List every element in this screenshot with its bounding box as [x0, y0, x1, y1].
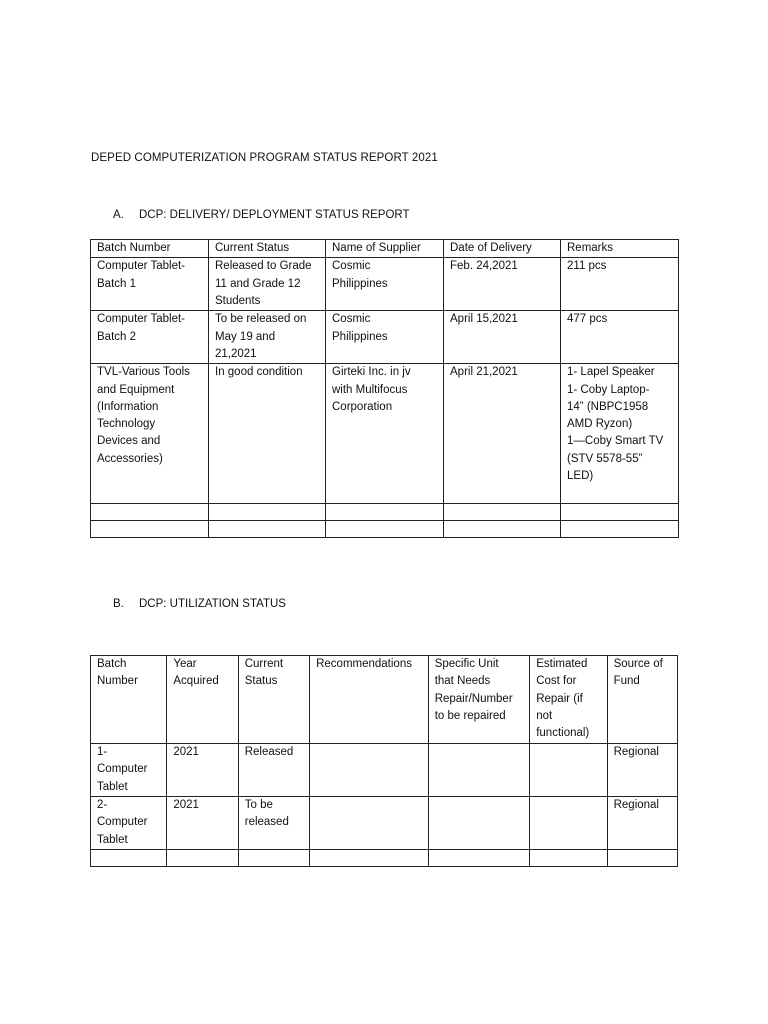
delivery-row	[91, 258, 679, 311]
cell-year: 2021	[167, 744, 238, 797]
cell-year: 2021	[167, 797, 238, 850]
cell-fund: Regional	[607, 744, 677, 797]
cell-fund: Regional	[607, 797, 677, 850]
cell-batch: Computer Tablet- Batch 1	[91, 258, 209, 311]
cell-date: Feb. 24,2021	[444, 258, 561, 311]
header-source-of-fund: Source of Fund	[607, 656, 677, 744]
utilization-header-row	[91, 656, 678, 744]
cell-remarks: 211 pcs	[561, 258, 679, 311]
header-date-of-delivery: Date of Delivery	[444, 240, 561, 258]
cell-remarks: 477 pcs	[561, 311, 679, 364]
delivery-status-table	[90, 239, 679, 538]
header-current-status: Current Status	[209, 240, 326, 258]
cell-supplier: Girteki Inc. in jv with Multifocus Corporation	[326, 364, 444, 504]
delivery-header-row	[91, 240, 679, 258]
cell-status: To be released	[238, 797, 309, 850]
cell-batch: TVL-Various Tools and Equipment (Information Technology Devices and Accessories)	[91, 364, 209, 504]
empty-cell	[310, 850, 429, 867]
empty-cell	[238, 850, 309, 867]
empty-cell	[326, 521, 444, 538]
cell-supplier: Cosmic Philippines	[326, 311, 444, 364]
section-a-title: DCP: DELIVERY/ DEPLOYMENT STATUS REPORT	[139, 209, 410, 221]
empty-cell	[561, 521, 679, 538]
cell-cost	[530, 797, 607, 850]
cell-status: To be released on May 19 and 21,2021	[209, 311, 326, 364]
utilization-row	[91, 797, 678, 850]
cell-batch: 2- Computer Tablet	[91, 797, 167, 850]
delivery-row	[91, 364, 679, 504]
cell-supplier: Cosmic Philippines	[326, 258, 444, 311]
empty-cell	[444, 504, 561, 521]
cell-remarks: 1- Lapel Speaker 1- Coby Laptop- 14” (NBPC1958 AMD Ryzon) 1—Coby Smart TV (STV 5578-55” LED)	[561, 364, 679, 504]
header-supplier: Name of Supplier	[326, 240, 444, 258]
empty-cell	[91, 504, 209, 521]
section-b-heading	[113, 598, 286, 610]
cell-date: April 21,2021	[444, 364, 561, 504]
section-a-heading	[113, 209, 410, 221]
document-title: DEPED COMPUTERIZATION PROGRAM STATUS REPORT 2021	[91, 152, 438, 164]
empty-cell	[91, 850, 167, 867]
header-year-acquired: Year Acquired	[167, 656, 238, 744]
utilization-status-table	[90, 655, 678, 867]
empty-cell	[91, 521, 209, 538]
header-batch-number: Batch Number	[91, 656, 167, 744]
header-estimated-cost: Estimated Cost for Repair (if not functional)	[530, 656, 607, 744]
header-specific-unit: Specific Unit that Needs Repair/Number to be repaired	[428, 656, 530, 744]
delivery-empty-row	[91, 504, 679, 521]
cell-cost	[530, 744, 607, 797]
empty-cell	[607, 850, 677, 867]
header-batch-number: Batch Number	[91, 240, 209, 258]
cell-date: April 15,2021	[444, 311, 561, 364]
header-current-status: Current Status	[238, 656, 309, 744]
cell-recommendations	[310, 744, 429, 797]
section-b-title: DCP: UTILIZATION STATUS	[139, 598, 286, 610]
empty-cell	[530, 850, 607, 867]
delivery-empty-row	[91, 521, 679, 538]
header-remarks: Remarks	[561, 240, 679, 258]
cell-unit	[428, 744, 530, 797]
empty-cell	[561, 504, 679, 521]
empty-cell	[209, 504, 326, 521]
cell-recommendations	[310, 797, 429, 850]
empty-cell	[167, 850, 238, 867]
cell-status: Released to Grade 11 and Grade 12 Students	[209, 258, 326, 311]
empty-cell	[428, 850, 530, 867]
cell-status: Released	[238, 744, 309, 797]
empty-cell	[209, 521, 326, 538]
cell-status: In good condition	[209, 364, 326, 504]
delivery-row	[91, 311, 679, 364]
cell-batch: Computer Tablet- Batch 2	[91, 311, 209, 364]
cell-unit	[428, 797, 530, 850]
cell-batch: 1- Computer Tablet	[91, 744, 167, 797]
section-a-marker: A.	[113, 209, 124, 221]
empty-cell	[326, 504, 444, 521]
utilization-empty-row	[91, 850, 678, 867]
empty-cell	[444, 521, 561, 538]
utilization-row	[91, 744, 678, 797]
header-recommendations: Recommendations	[310, 656, 429, 744]
section-b-marker: B.	[113, 598, 124, 610]
